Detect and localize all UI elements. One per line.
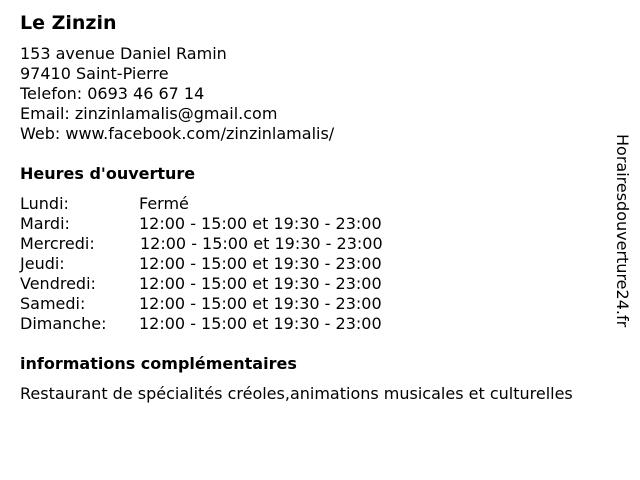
contact-details: [20, 44, 334, 144]
day-label: Dimanche:: [20, 314, 107, 333]
day-label: Mardi:: [20, 214, 70, 233]
additional-info-heading: informations complémentaires: [20, 354, 297, 373]
time-value: 12:00 - 15:00 et 19:30 - 23:00: [139, 274, 382, 293]
day-label: Samedi:: [20, 294, 86, 313]
watermark-text: Horairesdouverture24.fr: [613, 134, 632, 328]
hours-row-sunday: [20, 314, 383, 334]
day-label: Vendredi:: [20, 274, 96, 293]
address-city: 97410 Saint-Pierre: [20, 64, 169, 83]
hours-row-tuesday: [20, 214, 383, 234]
time-value: 12:00 - 15:00 et 19:30 - 23:00: [139, 214, 382, 233]
opening-hours-table: [20, 194, 383, 334]
time-value: 12:00 - 15:00 et 19:30 - 23:00: [139, 254, 382, 273]
watermark: [612, 134, 632, 374]
opening-hours-heading: Heures d'ouverture: [20, 164, 196, 183]
phone-number: Telefon: 0693 46 67 14: [20, 84, 205, 103]
time-value: 12:00 - 15:00 et 19:30 - 23:00: [140, 234, 383, 253]
website: Web: www.facebook.com/zinzinlamalis/: [20, 124, 335, 143]
time-value: 12:00 - 15:00 et 19:30 - 23:00: [139, 314, 382, 333]
day-label: Mercredi:: [20, 234, 95, 253]
additional-info-text: Restaurant de spécialités créoles,animations musicales et culturelles: [20, 384, 573, 403]
time-value: Fermé: [139, 194, 189, 213]
hours-row-saturday: [20, 294, 383, 314]
email-address: Email: zinzinlamalis@gmail.com: [20, 104, 278, 123]
day-label: Jeudi:: [20, 254, 65, 273]
time-value: 12:00 - 15:00 et 19:30 - 23:00: [139, 294, 382, 313]
address-street: 153 avenue Daniel Ramin: [20, 44, 227, 63]
hours-row-thursday: [20, 254, 383, 274]
hours-row-friday: [20, 274, 383, 294]
hours-row-monday: [20, 194, 383, 214]
day-label: Lundi:: [20, 194, 69, 213]
business-name: Le Zinzin: [20, 12, 117, 34]
hours-row-wednesday: [20, 234, 383, 254]
